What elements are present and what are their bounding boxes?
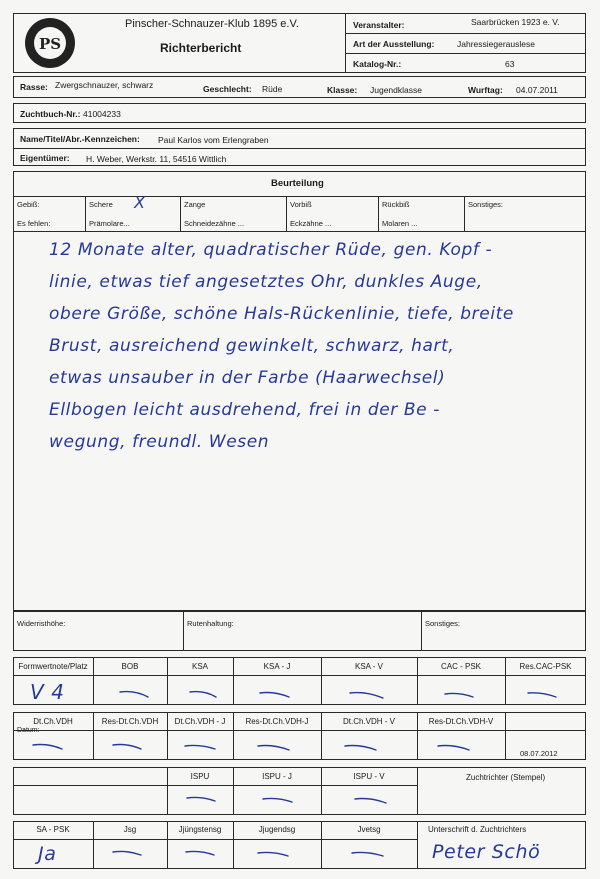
handwriting-line: Brust, ausreichend gewinkelt, schwarz, hart, [49, 336, 455, 356]
formwert-value: V 4 [30, 680, 65, 704]
veranstalter-label: Veranstalter: [353, 20, 405, 30]
gebiss-label: Gebiß: [17, 200, 40, 209]
geschlecht-label: Geschlecht: [203, 84, 252, 94]
dt-ch-vdh-v-header: Dt.Ch.VDH - V [342, 717, 395, 726]
katalog-label: Katalog-Nr.: [353, 59, 402, 69]
molaren-label: Molaren ... [382, 219, 418, 228]
measures-sonstiges-label: Sonstiges: [425, 619, 461, 628]
zuchtbuch-value: 41004233 [83, 109, 121, 119]
wurftag-value: 04.07.2011 [516, 85, 558, 95]
schere-option: Schere [89, 200, 113, 209]
datum-value: 08.07.2012 [520, 749, 558, 758]
vorbiss-option: Vorbiß [290, 200, 312, 209]
praemolare-label: Prämolare... [89, 219, 130, 228]
eckzaehne-label: Eckzähne ... [290, 219, 332, 228]
res-dt-ch-vdh-j-header: Res-Dt.Ch.VDH-J [245, 717, 309, 726]
res-cac-psk-header: Res.CAC-PSK [519, 662, 572, 671]
widerrist-label: Widerristhöhe: [17, 619, 66, 628]
ksa-j-header: KSA - J [263, 662, 291, 671]
katalog-value: 63 [505, 59, 515, 69]
wurftag-label: Wurftag: [468, 85, 503, 95]
jjugendsg-header: Jjugendsg [258, 825, 296, 834]
eigentuemer-value: H. Weber, Werkstr. 11, 54516 Wittlich [86, 154, 227, 164]
ispu-v-header: ISPU - V [353, 772, 385, 781]
veranstalter-value: Saarbrücken 1923 e. V. [471, 17, 560, 27]
unterschrift-label: Unterschrift d. Zuchtrichters [428, 825, 527, 834]
bob-header: BOB [121, 662, 139, 671]
signature: Peter Schö [432, 841, 541, 863]
schere-check-mark: X [134, 193, 146, 212]
formwert-header: Formwertnote/Platz [18, 662, 88, 671]
handwriting-line: obere Größe, schöne Hals-Rückenlinie, tiefe, breite [49, 304, 514, 324]
sa-psk-header: SA - PSK [36, 825, 70, 834]
klasse-value: Jugendklasse [370, 85, 422, 95]
svg-text:PS: PS [38, 35, 62, 53]
sonstiges-option: Sonstiges: [468, 200, 504, 209]
handwriting-line: wegung, freundl. Wesen [49, 432, 270, 452]
rasse-value: Zwergschnauzer, schwarz [55, 80, 154, 90]
rueckbiss-option: Rückbiß [382, 200, 410, 209]
ksa-header: KSA [191, 662, 208, 671]
schneidezaehne-label: Schneidezähne ... [184, 219, 245, 228]
es-fehlen-label: Es fehlen: [17, 219, 51, 228]
dt-ch-vdh-header: Dt.Ch.VDH [33, 717, 73, 726]
dt-ch-vdh-j-header: Dt.Ch.VDH - J [174, 717, 226, 726]
klasse-label: Klasse: [327, 85, 358, 95]
res-dt-ch-vdh-v-header: Res-Dt.Ch.VDH-V [428, 717, 494, 726]
art-value: Jahressiegerauslese [457, 39, 535, 49]
ispu-j-header: ISPU - J [262, 772, 292, 781]
club-name: Pinscher-Schnauzer-Klub 1895 e.V. [125, 18, 299, 30]
zuchtbuch-label: Zuchtbuch-Nr.: [20, 109, 81, 119]
zuchtrichter-label: Zuchtrichter (Stempel) [466, 773, 546, 782]
datum-label: Datum: [17, 727, 40, 734]
eigentuemer-label: Eigentümer: [20, 153, 70, 163]
handwriting-line: Ellbogen leicht ausdrehend, frei in der Be - [49, 400, 440, 420]
jjuengstensg-header: Jjüngstensg [178, 825, 222, 834]
handwriting-line: 12 Monate alter, quadratischer Rüde, gen. Kopf - [49, 240, 493, 260]
handwriting-line: etwas unsauber in der Farbe (Haarwechsel) [49, 368, 446, 388]
rute-label: Rutenhaltung: [187, 619, 234, 628]
jsg-header: Jsg [123, 825, 137, 834]
assessment-heading: Beurteilung [271, 178, 324, 189]
rasse-label: Rasse: [20, 82, 48, 92]
zange-option: Zange [184, 200, 206, 209]
ispu-header: ISPU [190, 772, 210, 781]
art-label: Art der Ausstellung: [353, 39, 435, 49]
page-title: Richterbericht [160, 41, 242, 55]
name-label: Name/Titel/Abr.-Kennzeichen: [20, 134, 140, 144]
jvetsg-header: Jvetsg [357, 825, 381, 834]
name-value: Paul Karlos vom Erlengraben [158, 135, 269, 145]
handwriting-line: linie, etwas tief angesetztes Ohr, dunkles Auge, [49, 272, 483, 292]
res-dt-ch-vdh-header: Res-Dt.Ch.VDH [101, 717, 159, 726]
geschlecht-value: Rüde [262, 84, 283, 94]
sa-psk-value: Ja [38, 843, 57, 865]
cac-psk-header: CAC - PSK [440, 662, 481, 671]
ksa-v-header: KSA - V [354, 662, 383, 671]
